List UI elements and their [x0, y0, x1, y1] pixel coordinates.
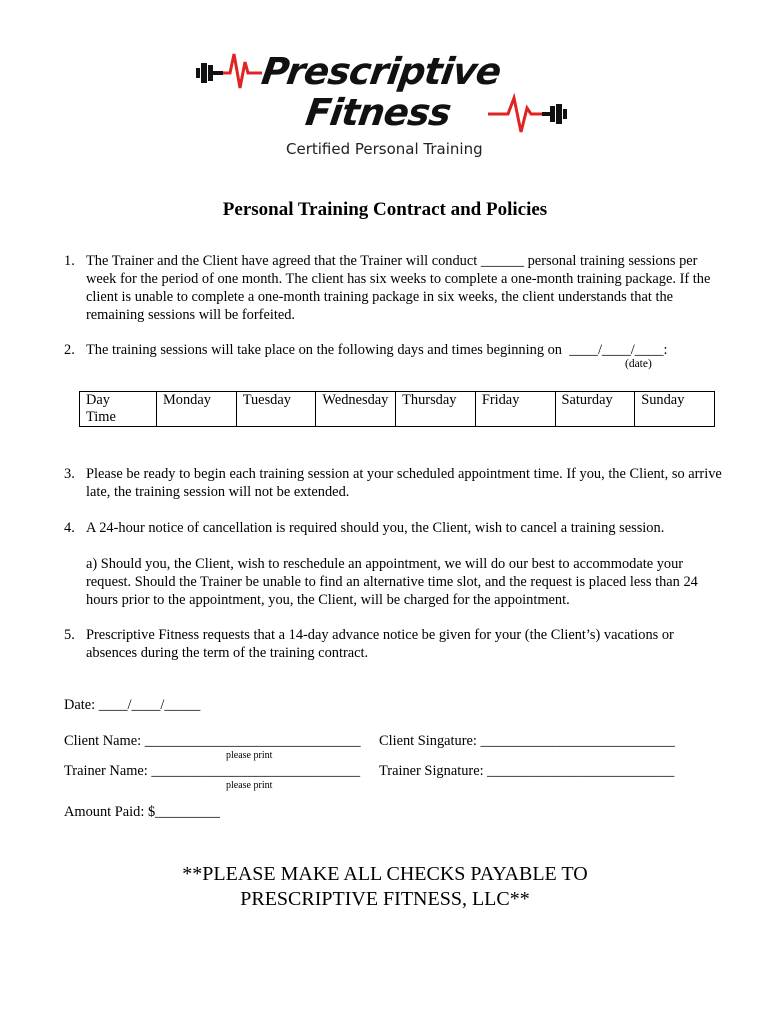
- amount-paid-field[interactable]: Amount Paid: $_________: [64, 804, 220, 820]
- logo-word-fitness: Fitness: [302, 91, 454, 134]
- client-signature-field[interactable]: Client Singature: ___________________________: [379, 733, 675, 749]
- date-caption: (date): [625, 358, 652, 370]
- item-text: A 24-hour notice of cancellation is required should you, the Client, wish to cancel a training session.: [86, 520, 665, 536]
- day-name: Monday: [163, 392, 211, 408]
- prescriptive-fitness-logo: [190, 40, 590, 164]
- date-field[interactable]: Date: ____/____/_____: [64, 697, 201, 713]
- item-number: 4.: [64, 520, 75, 536]
- logo-word-prescriptive: Prescriptive: [258, 50, 504, 93]
- item-number: 2.: [64, 342, 75, 358]
- trainer-signature-field[interactable]: Trainer Signature: __________________________: [379, 763, 675, 779]
- day-cell-thursday[interactable]: [396, 392, 476, 427]
- notice-line-1: **PLEASE MAKE ALL CHECKS PAYABLE TO: [182, 863, 588, 885]
- print-hint: please print: [226, 780, 273, 791]
- day-cell-friday[interactable]: [475, 392, 555, 427]
- day-name: Tuesday: [242, 392, 291, 408]
- schedule-table: [79, 391, 715, 427]
- item-number: 5.: [64, 627, 75, 643]
- day-name: Saturday: [561, 392, 613, 408]
- day-label: Day: [86, 392, 110, 408]
- day-cell-sunday[interactable]: [635, 392, 715, 427]
- time-label: Time: [86, 409, 116, 425]
- policy-item-3: [64, 465, 724, 501]
- row-label-cell: [80, 392, 157, 427]
- trainer-name-field[interactable]: Trainer Name: _____________________________: [64, 763, 361, 779]
- logo-tagline: Certified Personal Training: [286, 140, 483, 158]
- notice-line-2: PRESCRIPTIVE FITNESS, LLC**: [240, 888, 530, 910]
- item-number: 1.: [64, 253, 75, 269]
- item-number: 3.: [64, 466, 75, 482]
- client-name-field[interactable]: Client Name: ______________________________: [64, 733, 361, 749]
- day-name: Sunday: [641, 392, 685, 408]
- item-text: [86, 341, 724, 359]
- day-name: Thursday: [402, 392, 457, 408]
- item-text: The Trainer and the Client have agreed that the Trainer will conduct ______ personal training sessions per week for the period of one month. The client has six weeks to complete a one-month training package. If the client is unable to complete a one-month training package in six weeks, the client understands that the remaining sessions will be forfeited.: [86, 253, 711, 323]
- day-cell-tuesday[interactable]: [236, 392, 316, 427]
- table-row: [80, 392, 715, 427]
- item-text-main: The training sessions will take place on the following days and times beginning on: [86, 342, 563, 358]
- print-hint: please print: [226, 750, 273, 761]
- item-text: Please be ready to begin each training session at your scheduled appointment time. If you, the Client, so arrive late, the training session will not be extended.: [86, 466, 722, 500]
- day-name: Wednesday: [322, 392, 389, 408]
- day-name: Friday: [481, 392, 520, 408]
- policy-item-4a: [64, 555, 724, 609]
- policy-item-4: [64, 519, 724, 537]
- checks-payable-notice: [0, 862, 770, 912]
- start-date-field[interactable]: ____/____/____:: [569, 342, 668, 358]
- policy-item-2: [64, 341, 724, 359]
- document-title: Personal Training Contract and Policies: [222, 199, 548, 220]
- day-cell-monday[interactable]: [157, 392, 237, 427]
- day-cell-saturday[interactable]: [555, 392, 635, 427]
- policy-item-1: [64, 252, 724, 324]
- day-cell-wednesday[interactable]: [316, 392, 396, 427]
- item-text: Prescriptive Fitness requests that a 14-day advance notice be given for your (the Client’s) vacations or absences during the term of the training contract.: [86, 627, 674, 661]
- policy-item-5: [64, 626, 724, 662]
- item-text: a) Should you, the Client, wish to reschedule an appointment, we will do our best to accommodate your request. Should the Trainer be unable to find an alternative time slot, and the request is placed less than 24 hours prior to the appointment, you, the Client, will be charged for the appointment.: [86, 556, 698, 608]
